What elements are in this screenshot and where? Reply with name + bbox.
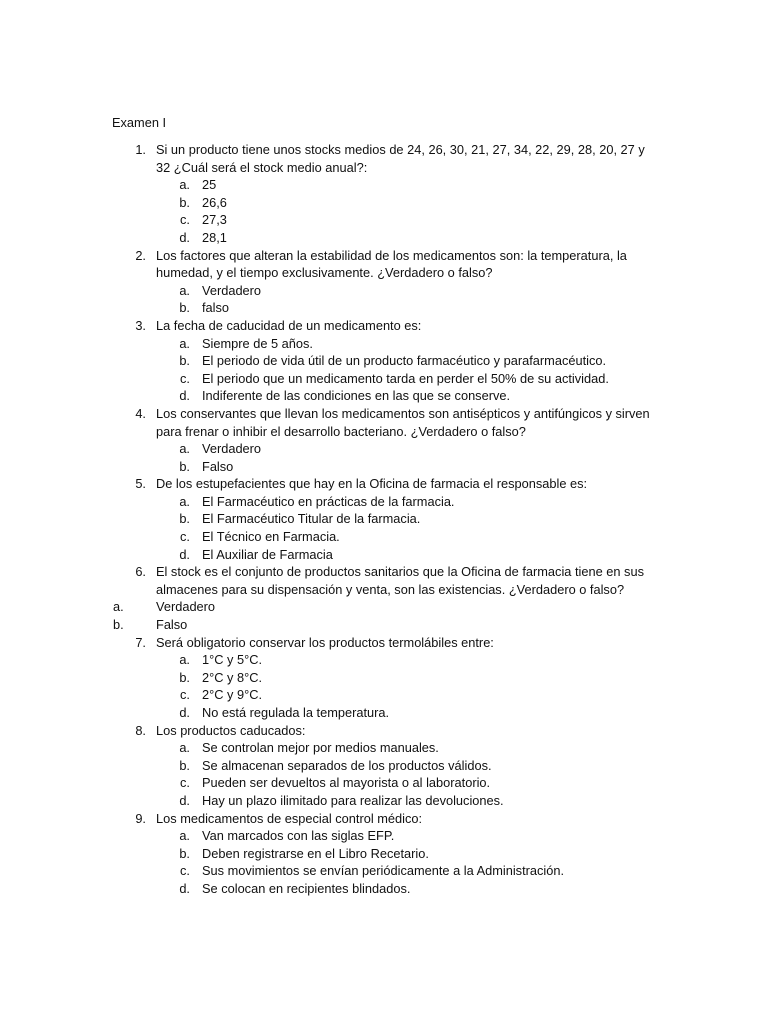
question-number: 9. (135, 810, 146, 826)
option-text: Sus movimientos se envían periódicamente a la Administración. (202, 863, 565, 879)
option-line (0, 352, 768, 370)
question-text: almacenes para su dispensación y venta, son las existencias. ¿Verdadero o falso? (156, 581, 625, 597)
question-number: 8. (135, 722, 146, 738)
option-text: 28,1 (202, 229, 227, 245)
option-letter: c. (180, 775, 190, 791)
option-text: Verdadero (202, 282, 262, 298)
option-line (0, 370, 768, 388)
option-line (0, 651, 768, 669)
question-text: Si un producto tiene unos stocks medios de 24, 26, 30, 21, 27, 34, 22, 29, 28, 20, 27 y (156, 142, 645, 157)
option-line (0, 880, 768, 898)
option-text: El periodo de vida útil de un producto farmacéutico y parafarmacéutico. (202, 353, 607, 369)
question-text: Será obligatorio conservar los productos termolábiles entre: (156, 634, 494, 650)
option-letter: b. (179, 194, 190, 210)
option-letter: b. (113, 617, 124, 633)
question-line (0, 810, 768, 828)
option-text: Deben registrarse en el Libro Recetario. (202, 845, 429, 861)
option-letter: c. (180, 212, 190, 228)
option-line (0, 282, 768, 300)
option-text: Se controlan mejor por medios manuales. (202, 740, 439, 756)
option-letter: d. (179, 388, 190, 404)
question-text: 32 ¿Cuál será el stock medio anual?: (156, 159, 368, 175)
question-line (0, 563, 768, 581)
option-line (0, 211, 768, 229)
option-line (0, 194, 768, 212)
option-letter: b. (179, 353, 190, 369)
option-text: Se almacenan separados de los productos válidos. (202, 757, 492, 773)
option-text: El Auxiliar de Farmacia (202, 546, 333, 562)
question-line (0, 634, 768, 652)
option-line (0, 845, 768, 863)
option-text: 27,3 (202, 212, 227, 228)
option-letter: b. (179, 757, 190, 773)
question-continuation-line (0, 264, 768, 282)
option-letter: d. (179, 229, 190, 245)
option-letter: c. (180, 370, 190, 386)
question-continuation-line (0, 159, 768, 177)
option-text: Verdadero (202, 441, 262, 457)
option-text: Hay un plazo ilimitado para realizar las devoluciones. (202, 792, 504, 808)
question-line (0, 475, 768, 493)
option-text: El Farmacéutico Titular de la farmacia. (202, 511, 421, 527)
option-text: Falso (202, 458, 234, 474)
option-letter: b. (179, 669, 190, 685)
question-text: humedad, y el tiempo exclusivamente. ¿Verdadero o falso? (156, 265, 493, 281)
question-line (0, 317, 768, 335)
option-letter: b. (179, 300, 190, 316)
question-text: El stock es el conjunto de productos sanitarios que la Oficina de farmacia tiene en sus (156, 564, 644, 580)
option-text: Indiferente de las condiciones en las que se conserve. (202, 388, 511, 404)
option-line (0, 335, 768, 353)
option-line (0, 546, 768, 564)
option-letter: a. (179, 335, 190, 351)
option-line (0, 739, 768, 757)
option-line (0, 669, 768, 687)
option-text: El periodo que un medicamento tarda en perder el 50% de su actividad. (202, 370, 609, 386)
option-text: 1°C y 5°C. (202, 652, 263, 668)
option-line (0, 598, 768, 616)
question-list (0, 141, 768, 898)
option-text: El Farmacéutico en prácticas de la farmacia. (202, 493, 455, 509)
option-line (0, 616, 768, 634)
option-letter: b. (179, 511, 190, 527)
option-line (0, 493, 768, 511)
option-letter: c. (180, 863, 190, 879)
question-text: para frenar o inhibir el desarrollo bacteriano. ¿Verdadero o falso? (156, 423, 526, 439)
question-number: 3. (135, 317, 146, 333)
question-number: 4. (135, 405, 146, 421)
option-text: 25 (202, 177, 217, 193)
option-text: Siempre de 5 años. (202, 335, 313, 351)
option-line (0, 528, 768, 546)
option-line (0, 510, 768, 528)
option-text: Se colocan en recipientes blindados. (202, 880, 411, 896)
option-text: No está regulada la temperatura. (202, 705, 390, 720)
option-letter: d. (179, 792, 190, 808)
question-text: Los factores que alteran la estabilidad de los medicamentos son: la temperatura, la (156, 247, 627, 263)
question-continuation-line (0, 581, 768, 599)
question-line (0, 247, 768, 265)
question-line (0, 141, 768, 159)
question-number: 7. (135, 634, 146, 650)
question-number: 2. (135, 247, 146, 263)
option-line (0, 827, 768, 845)
option-line (0, 458, 768, 476)
question-text: Los productos caducados: (156, 722, 306, 738)
option-line (0, 774, 768, 792)
option-line (0, 299, 768, 317)
option-letter: a. (179, 652, 190, 668)
exam-title: Examen I (112, 115, 167, 130)
option-letter: d. (179, 880, 190, 896)
option-letter: b. (179, 458, 190, 474)
option-line (0, 704, 768, 722)
option-text: 2°C y 9°C. (202, 687, 263, 703)
option-letter: a. (179, 282, 190, 298)
option-line (0, 176, 768, 194)
question-text: La fecha de caducidad de un medicamento es: (156, 317, 422, 333)
question-line (0, 722, 768, 740)
option-letter: d. (179, 546, 190, 562)
option-text: falso (202, 300, 230, 316)
question-line (0, 405, 768, 423)
option-line (0, 757, 768, 775)
option-letter: a. (179, 441, 190, 457)
option-letter: a. (179, 740, 190, 756)
option-letter: a. (179, 828, 190, 844)
option-letter: c. (180, 687, 190, 703)
option-text: Verdadero (156, 599, 216, 615)
question-text: Los conservantes que llevan los medicamentos son antisépticos y antifúngicos y sirven (156, 405, 650, 421)
option-text: El Técnico en Farmacia. (202, 529, 340, 545)
option-text: 26,6 (202, 194, 227, 210)
question-number: 6. (135, 564, 146, 580)
option-letter: a. (179, 177, 190, 193)
option-line (0, 387, 768, 405)
option-letter: d. (179, 705, 190, 720)
option-letter: c. (180, 529, 190, 545)
option-text: Falso (156, 617, 188, 633)
option-text: 2°C y 8°C. (202, 669, 263, 685)
option-line (0, 686, 768, 704)
question-number: 5. (135, 476, 146, 492)
question-number: 1. (135, 142, 146, 157)
question-text: De los estupefacientes que hay en la Oficina de farmacia el responsable es: (156, 476, 588, 492)
option-line (0, 229, 768, 247)
option-line (0, 862, 768, 880)
option-letter: a. (179, 493, 190, 509)
option-line (0, 440, 768, 458)
option-letter: a. (113, 599, 124, 615)
option-text: Pueden ser devueltos al mayorista o al laboratorio. (202, 775, 491, 791)
option-line (0, 792, 768, 810)
option-letter: b. (179, 845, 190, 861)
question-continuation-line (0, 423, 768, 441)
question-text: Los medicamentos de especial control médico: (156, 810, 423, 826)
option-text: Van marcados con las siglas EFP. (202, 828, 395, 844)
